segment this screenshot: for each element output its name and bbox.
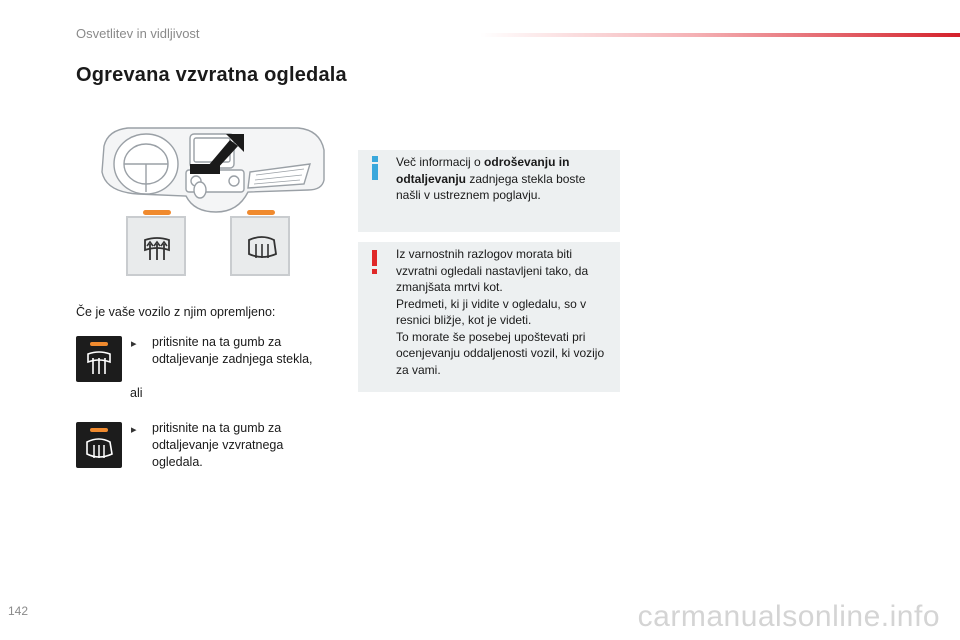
info-box: [358, 150, 620, 232]
page-title: Ogrevana vzvratna ogledala: [76, 64, 347, 86]
rear-screen-demist-button-illustration: [126, 216, 186, 276]
header-divider: [480, 33, 960, 37]
mirror-demist-button-illustration: [230, 216, 290, 276]
step-text: pritisnite na ta gumb za odtaljevanje vzvratnega ogledala.: [152, 421, 284, 469]
rear-screen-demist-icon: [142, 236, 172, 262]
page-number: 142: [8, 604, 29, 618]
dashboard-illustration: [98, 120, 328, 216]
bullet-arrow-icon: ▸: [131, 424, 137, 436]
watermark: carmanualsonline.info: [637, 600, 940, 633]
rear-screen-demist-icon: [86, 350, 112, 376]
indicator-led: [90, 428, 108, 432]
info-text: Več informacij o odroševanju in odtaljevanju zadnjega stekla boste našli v ustreznem poglavju.: [396, 155, 586, 202]
intro-text: Če je vaše vozilo z njim opremljeno:: [76, 305, 276, 319]
warning-text: Iz varnostnih razlogov morata biti vzvratni ogledali nastavljeni tako, da zmanjšata mrtvi kot. Predmeti, ki ji vidite v ogledalu, so v resnici bližje, kot je videti. To morate še posebej upoštevati pri ocenjevanju oddaljenosti vozil, ki vozijo za vami.: [396, 247, 605, 377]
mirror-demist-icon: [246, 234, 278, 262]
indicator-led: [143, 210, 171, 215]
section-header: Osvetlitev in vidljivost: [76, 26, 200, 41]
step-text: pritisnite na ta gumb za odtaljevanje zadnjega stekla,: [152, 335, 313, 366]
info-icon: [370, 156, 380, 182]
mirror-demist-icon: [85, 436, 113, 462]
indicator-led: [90, 342, 108, 346]
bullet-arrow-icon: ▸: [131, 338, 137, 350]
rear-screen-demist-button: [76, 336, 122, 382]
warning-box: [358, 242, 620, 392]
indicator-led: [247, 210, 275, 215]
or-separator: ali: [130, 386, 143, 400]
warning-icon: [370, 250, 380, 276]
mirror-demist-button: [76, 422, 122, 468]
